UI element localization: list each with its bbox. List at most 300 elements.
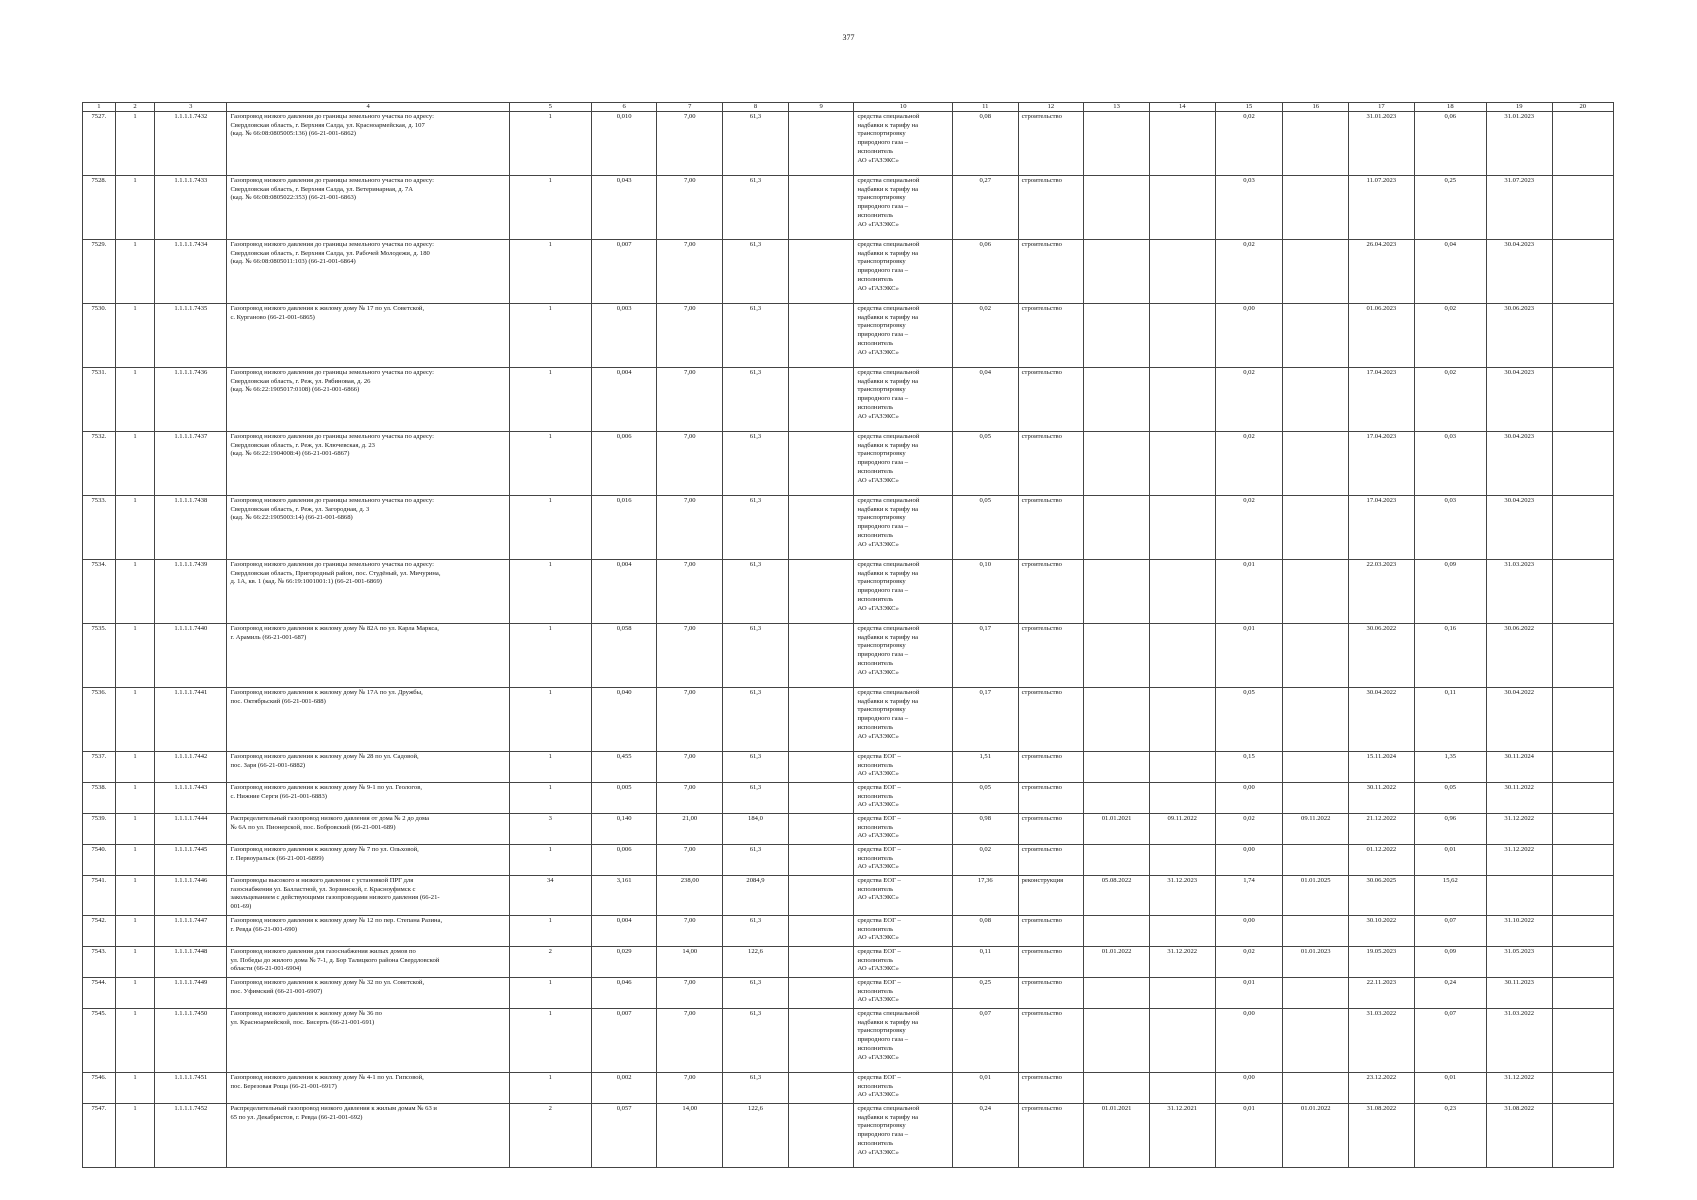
cell-commission-date: 11.07.2023 <box>1349 176 1415 240</box>
cell-object-code: 1.1.1.1.7446 <box>155 876 227 916</box>
cell-end-date <box>1149 496 1215 560</box>
cell-col-8: 61,3 <box>723 496 789 560</box>
cell-start-date <box>1084 978 1150 1009</box>
cell-commission-date: 01.12.2022 <box>1349 845 1415 876</box>
cell-end-date <box>1149 560 1215 624</box>
cell-object-code: 1.1.1.1.7434 <box>155 240 227 304</box>
cell-col-7: 7,00 <box>657 845 723 876</box>
cell-col-9 <box>788 845 854 876</box>
cell-col-20 <box>1552 1104 1613 1168</box>
table-row <box>83 947 1614 978</box>
column-number: 7 <box>657 103 723 112</box>
cell-row-number: 7542. <box>83 916 116 947</box>
cell-cost-total: 0,24 <box>952 1104 1018 1168</box>
cell-commission-date: 31.08.2022 <box>1349 1104 1415 1168</box>
cell-financing-source: средства специальной надбавки к тарифу на транспортировку природного газа – исполнитель АО «ГАЗЭКС» <box>854 1104 952 1168</box>
cell-quantity-flag: 1 <box>115 368 154 432</box>
cell-col-20 <box>1552 368 1613 432</box>
cell-object-code: 1.1.1.1.7448 <box>155 947 227 978</box>
cell-object-name: Газопровод низкого давления к жилому дому № 17 по ул. Советской, с. Курганово (66-21-001-6865) <box>227 304 509 368</box>
cell-col-15: 0,05 <box>1215 688 1283 752</box>
cell-col-15: 0,01 <box>1215 1104 1283 1168</box>
cell-col-7: 14,00 <box>657 1104 723 1168</box>
cell-col-20 <box>1552 240 1613 304</box>
cell-financing-source: средства специальной надбавки к тарифу на транспортировку природного газа – исполнитель АО «ГАЗЭКС» <box>854 496 952 560</box>
cell-col-20 <box>1552 814 1613 845</box>
cell-commission-date: 31.01.2023 <box>1349 112 1415 176</box>
cell-col-7: 7,00 <box>657 112 723 176</box>
cell-col-7: 7,00 <box>657 560 723 624</box>
cell-completion-date: 30.04.2023 <box>1486 496 1552 560</box>
cell-col-9 <box>788 304 854 368</box>
cell-row-number: 7528. <box>83 176 116 240</box>
cell-row-number: 7546. <box>83 1073 116 1104</box>
cell-quantity-flag: 1 <box>115 1009 154 1073</box>
cell-financing-source: средства специальной надбавки к тарифу на транспортировку природного газа – исполнитель АО «ГАЗЭКС» <box>854 560 952 624</box>
cell-start-date <box>1084 560 1150 624</box>
table-row <box>83 876 1614 916</box>
column-number: 5 <box>509 103 591 112</box>
cell-object-name: Газопровод низкого давления к жилому дому № 17А по ул. Дружбы, пос. Октябрьский (66-21-001-688) <box>227 688 509 752</box>
cell-cost-remaining: 0,03 <box>1414 496 1486 560</box>
cell-quantity-flag: 1 <box>115 876 154 916</box>
cell-length-km: 0,016 <box>591 496 657 560</box>
cell-cost-remaining: 0,04 <box>1414 240 1486 304</box>
cell-col-8: 61,3 <box>723 978 789 1009</box>
cell-col-15: 0,02 <box>1215 240 1283 304</box>
cell-col-20 <box>1552 947 1613 978</box>
cell-start-date <box>1084 783 1150 814</box>
cell-financing-source: средства специальной надбавки к тарифу на транспортировку природного газа – исполнитель АО «ГАЗЭКС» <box>854 1009 952 1073</box>
cell-object-code: 1.1.1.1.7443 <box>155 783 227 814</box>
cell-col-20 <box>1552 560 1613 624</box>
cell-commission-date: 15.11.2024 <box>1349 752 1415 783</box>
cell-col-15: 0,00 <box>1215 1073 1283 1104</box>
cell-row-number: 7537. <box>83 752 116 783</box>
cell-cost-remaining: 0,25 <box>1414 176 1486 240</box>
cell-start-date <box>1084 240 1150 304</box>
cell-completion-date: 31.01.2023 <box>1486 112 1552 176</box>
cell-col-5: 1 <box>509 112 591 176</box>
cell-completion-date: 31.08.2022 <box>1486 1104 1552 1168</box>
cell-col-5: 34 <box>509 876 591 916</box>
cell-col-20 <box>1552 783 1613 814</box>
cell-commission-date: 01.06.2023 <box>1349 304 1415 368</box>
cell-object-code: 1.1.1.1.7442 <box>155 752 227 783</box>
cell-col-8: 61,3 <box>723 1009 789 1073</box>
cell-work-type: строительство <box>1018 1073 1084 1104</box>
cell-quantity-flag: 1 <box>115 560 154 624</box>
table-row <box>83 304 1614 368</box>
cell-work-type: строительство <box>1018 752 1084 783</box>
cell-col-9 <box>788 978 854 1009</box>
cell-cost-remaining: 0,03 <box>1414 432 1486 496</box>
cell-cost-total: 0,17 <box>952 624 1018 688</box>
cell-cost-remaining: 0,06 <box>1414 112 1486 176</box>
cell-col-16 <box>1283 240 1349 304</box>
cell-commission-date: 21.12.2022 <box>1349 814 1415 845</box>
cell-cost-total: 0,07 <box>952 1009 1018 1073</box>
cell-col-8: 61,3 <box>723 112 789 176</box>
table-row <box>83 624 1614 688</box>
cell-col-8: 61,3 <box>723 916 789 947</box>
cell-col-5: 1 <box>509 978 591 1009</box>
cell-length-km: 0,006 <box>591 845 657 876</box>
cell-col-15: 0,01 <box>1215 624 1283 688</box>
cell-cost-remaining: 0,09 <box>1414 947 1486 978</box>
cell-commission-date: 30.06.2022 <box>1349 624 1415 688</box>
cell-object-name: Распределительный газопровод низкого давления от дома № 2 до дома № 6А по ул. Пионерской, пос. Бобровский (66-21-001-689) <box>227 814 509 845</box>
cell-col-5: 1 <box>509 432 591 496</box>
cell-financing-source: средства ЕОГ – исполнитель АО «ГАЗЭКС» <box>854 1073 952 1104</box>
cell-object-name: Газопровод низкого давления к жилому дому № 12 по пер. Степана Разина, г. Ревда (66-21-001-690) <box>227 916 509 947</box>
cell-col-9 <box>788 368 854 432</box>
cell-object-code: 1.1.1.1.7436 <box>155 368 227 432</box>
cell-work-type: строительство <box>1018 176 1084 240</box>
cell-col-5: 1 <box>509 845 591 876</box>
table-row <box>83 845 1614 876</box>
cell-col-9 <box>788 496 854 560</box>
cell-object-name: Газопровод низкого давления до границы земельного участка по адресу: Свердловская область, г. Реж, ул. Рябиновая, д. 26 (кад. № 66:22:1905017:0108) (66-21-001-6866) <box>227 368 509 432</box>
cell-col-7: 7,00 <box>657 176 723 240</box>
cell-object-code: 1.1.1.1.7445 <box>155 845 227 876</box>
cell-row-number: 7530. <box>83 304 116 368</box>
table-row <box>83 560 1614 624</box>
cell-completion-date: 30.06.2022 <box>1486 624 1552 688</box>
cell-col-16: 01.01.2023 <box>1283 947 1349 978</box>
cell-end-date <box>1149 240 1215 304</box>
cell-completion-date: 30.04.2023 <box>1486 432 1552 496</box>
cell-object-code: 1.1.1.1.7440 <box>155 624 227 688</box>
cell-work-type: строительство <box>1018 783 1084 814</box>
cell-quantity-flag: 1 <box>115 688 154 752</box>
cell-col-9 <box>788 1009 854 1073</box>
cell-object-code: 1.1.1.1.7444 <box>155 814 227 845</box>
cell-cost-total: 0,17 <box>952 688 1018 752</box>
cell-col-20 <box>1552 845 1613 876</box>
cell-col-16 <box>1283 752 1349 783</box>
cell-object-code: 1.1.1.1.7432 <box>155 112 227 176</box>
cell-cost-total: 0,25 <box>952 978 1018 1009</box>
cell-completion-date: 30.04.2022 <box>1486 688 1552 752</box>
cell-col-16 <box>1283 176 1349 240</box>
cell-end-date: 09.11.2022 <box>1149 814 1215 845</box>
registry-table <box>82 102 1614 1168</box>
cell-quantity-flag: 1 <box>115 240 154 304</box>
cell-object-code: 1.1.1.1.7439 <box>155 560 227 624</box>
cell-object-code: 1.1.1.1.7452 <box>155 1104 227 1168</box>
cell-cost-remaining: 0,01 <box>1414 1073 1486 1104</box>
cell-row-number: 7543. <box>83 947 116 978</box>
cell-cost-remaining: 1,35 <box>1414 752 1486 783</box>
cell-work-type: строительство <box>1018 1009 1084 1073</box>
cell-start-date <box>1084 752 1150 783</box>
cell-end-date <box>1149 368 1215 432</box>
cell-commission-date: 19.05.2023 <box>1349 947 1415 978</box>
table-row <box>83 814 1614 845</box>
cell-col-20 <box>1552 112 1613 176</box>
cell-col-5: 1 <box>509 783 591 814</box>
cell-col-15: 0,00 <box>1215 304 1283 368</box>
cell-cost-total: 0,05 <box>952 783 1018 814</box>
cell-end-date <box>1149 688 1215 752</box>
cell-financing-source: средства специальной надбавки к тарифу на транспортировку природного газа – исполнитель АО «ГАЗЭКС» <box>854 624 952 688</box>
cell-end-date <box>1149 432 1215 496</box>
column-number: 9 <box>788 103 854 112</box>
cell-completion-date: 31.03.2023 <box>1486 560 1552 624</box>
cell-financing-source: средства специальной надбавки к тарифу на транспортировку природного газа – исполнитель АО «ГАЗЭКС» <box>854 304 952 368</box>
cell-length-km: 0,046 <box>591 978 657 1009</box>
cell-end-date: 31.12.2021 <box>1149 1104 1215 1168</box>
cell-cost-remaining: 0,07 <box>1414 1009 1486 1073</box>
cell-start-date <box>1084 916 1150 947</box>
cell-object-name: Газопровод низкого давления к жилому дому № 32 по ул. Советской, пос. Уфимский (66-21-001-6907) <box>227 978 509 1009</box>
cell-row-number: 7544. <box>83 978 116 1009</box>
cell-length-km: 0,005 <box>591 783 657 814</box>
cell-col-16 <box>1283 624 1349 688</box>
cell-completion-date: 30.11.2022 <box>1486 783 1552 814</box>
cell-object-name: Газопровод низкого давления до границы земельного участка по адресу: Свердловская область, г. Верхняя Салда, ул. Ветеринарная, д. 7А (кад. № 66:08:0805022:353) (66-21-001-6863) <box>227 176 509 240</box>
table-row <box>83 1009 1614 1073</box>
cell-col-16 <box>1283 978 1349 1009</box>
cell-col-20 <box>1552 1073 1613 1104</box>
cell-col-8: 184,0 <box>723 814 789 845</box>
cell-completion-date: 30.06.2023 <box>1486 304 1552 368</box>
cell-col-8: 122,6 <box>723 947 789 978</box>
column-number: 4 <box>227 103 509 112</box>
table-row <box>83 496 1614 560</box>
cell-length-km: 0,455 <box>591 752 657 783</box>
cell-financing-source: средства специальной надбавки к тарифу на транспортировку природного газа – исполнитель АО «ГАЗЭКС» <box>854 112 952 176</box>
cell-end-date <box>1149 845 1215 876</box>
cell-col-15: 0,00 <box>1215 916 1283 947</box>
cell-cost-total: 0,05 <box>952 496 1018 560</box>
table-row <box>83 176 1614 240</box>
cell-col-7: 7,00 <box>657 1073 723 1104</box>
cell-col-20 <box>1552 304 1613 368</box>
cell-object-name: Газопроводы высокого и низкого давления с установкой ПРГ для газоснабжения ул. Балластной, ул. Зорзинской, г. Красноуфимск с закольцеванием с действующими газопроводами низкого давления (66-21- 001-69) <box>227 876 509 916</box>
cell-col-20 <box>1552 688 1613 752</box>
cell-row-number: 7534. <box>83 560 116 624</box>
cell-col-16 <box>1283 783 1349 814</box>
cell-commission-date: 23.12.2022 <box>1349 1073 1415 1104</box>
cell-financing-source: средства ЕОГ – исполнитель АО «ГАЗЭКС» <box>854 916 952 947</box>
column-number: 18 <box>1414 103 1486 112</box>
cell-commission-date: 17.04.2023 <box>1349 368 1415 432</box>
cell-length-km: 0,043 <box>591 176 657 240</box>
cell-col-15: 0,01 <box>1215 560 1283 624</box>
column-number-row <box>83 103 1614 112</box>
cell-col-8: 61,3 <box>723 176 789 240</box>
cell-work-type: строительство <box>1018 916 1084 947</box>
cell-cost-total: 0,02 <box>952 304 1018 368</box>
cell-work-type: строительство <box>1018 432 1084 496</box>
cell-col-8: 61,3 <box>723 688 789 752</box>
cell-col-20 <box>1552 978 1613 1009</box>
cell-col-15: 0,15 <box>1215 752 1283 783</box>
cell-row-number: 7535. <box>83 624 116 688</box>
cell-cost-remaining: 0,07 <box>1414 916 1486 947</box>
cell-commission-date: 26.04.2023 <box>1349 240 1415 304</box>
cell-col-7: 7,00 <box>657 432 723 496</box>
cell-col-7: 7,00 <box>657 752 723 783</box>
cell-work-type: строительство <box>1018 1104 1084 1168</box>
column-number: 1 <box>83 103 116 112</box>
cell-work-type: строительство <box>1018 304 1084 368</box>
cell-quantity-flag: 1 <box>115 1073 154 1104</box>
cell-object-code: 1.1.1.1.7451 <box>155 1073 227 1104</box>
cell-end-date <box>1149 1009 1215 1073</box>
cell-row-number: 7532. <box>83 432 116 496</box>
cell-object-name: Газопровод низкого давления для газоснабжения жилых домов по ул. Победы до жилого дома № 7-1, д. Бор Талицкого района Свердловской области (66-21-001-6904) <box>227 947 509 978</box>
cell-commission-date: 30.06.2025 <box>1349 876 1415 916</box>
cell-quantity-flag: 1 <box>115 624 154 688</box>
cell-col-7: 7,00 <box>657 978 723 1009</box>
cell-col-8: 61,3 <box>723 752 789 783</box>
cell-col-9 <box>788 1104 854 1168</box>
cell-row-number: 7533. <box>83 496 116 560</box>
cell-col-16: 01.01.2025 <box>1283 876 1349 916</box>
cell-row-number: 7541. <box>83 876 116 916</box>
cell-row-number: 7531. <box>83 368 116 432</box>
cell-length-km: 0,058 <box>591 624 657 688</box>
cell-quantity-flag: 1 <box>115 916 154 947</box>
table-row <box>83 978 1614 1009</box>
cell-col-5: 1 <box>509 176 591 240</box>
cell-object-name: Газопровод низкого давления до границы земельного участка по адресу: Свердловская область, Пригородный район, пос. Студёный, ул. Мичурина, д. 1А, кв. 1 (кад. № 66:19:1001001:1) (66-21-001-6869) <box>227 560 509 624</box>
cell-cost-remaining: 0,01 <box>1414 845 1486 876</box>
cell-length-km: 0,004 <box>591 560 657 624</box>
cell-col-7: 7,00 <box>657 783 723 814</box>
cell-length-km: 0,004 <box>591 916 657 947</box>
cell-col-16 <box>1283 916 1349 947</box>
cell-col-7: 7,00 <box>657 496 723 560</box>
cell-end-date <box>1149 624 1215 688</box>
cell-col-20 <box>1552 876 1613 916</box>
cell-end-date <box>1149 112 1215 176</box>
cell-start-date <box>1084 624 1150 688</box>
cell-col-7: 21,00 <box>657 814 723 845</box>
column-number: 13 <box>1084 103 1150 112</box>
cell-row-number: 7540. <box>83 845 116 876</box>
table-row <box>83 240 1614 304</box>
cell-col-15: 0,00 <box>1215 845 1283 876</box>
column-number: 14 <box>1149 103 1215 112</box>
cell-row-number: 7529. <box>83 240 116 304</box>
cell-col-16 <box>1283 304 1349 368</box>
cell-cost-remaining: 0,02 <box>1414 304 1486 368</box>
cell-col-16 <box>1283 112 1349 176</box>
cell-col-9 <box>788 814 854 845</box>
cell-col-9 <box>788 1073 854 1104</box>
cell-start-date: 05.08.2022 <box>1084 876 1150 916</box>
column-number: 10 <box>854 103 952 112</box>
cell-work-type: строительство <box>1018 947 1084 978</box>
cell-object-name: Распределительный газопровод низкого давления к жилым домам № 63 и 65 по ул. Декабристов, г. Ревда (66-21-001-692) <box>227 1104 509 1168</box>
cell-object-code: 1.1.1.1.7435 <box>155 304 227 368</box>
cell-col-16: 01.01.2022 <box>1283 1104 1349 1168</box>
cell-col-15: 0,00 <box>1215 783 1283 814</box>
cell-financing-source: средства ЕОГ – исполнитель АО «ГАЗЭКС» <box>854 978 952 1009</box>
cell-object-code: 1.1.1.1.7438 <box>155 496 227 560</box>
cell-col-16 <box>1283 845 1349 876</box>
cell-work-type: строительство <box>1018 240 1084 304</box>
cell-commission-date: 22.11.2023 <box>1349 978 1415 1009</box>
cell-length-km: 0,029 <box>591 947 657 978</box>
cell-completion-date: 30.11.2024 <box>1486 752 1552 783</box>
cell-row-number: 7539. <box>83 814 116 845</box>
cell-completion-date: 30.11.2023 <box>1486 978 1552 1009</box>
cell-length-km: 0,003 <box>591 304 657 368</box>
table-row <box>83 688 1614 752</box>
cell-col-9 <box>788 240 854 304</box>
cell-col-8: 61,3 <box>723 624 789 688</box>
cell-col-16 <box>1283 496 1349 560</box>
cell-col-8: 2084,9 <box>723 876 789 916</box>
cell-col-15: 0,01 <box>1215 978 1283 1009</box>
cell-financing-source: средства ЕОГ – исполнитель АО «ГАЗЭКС» <box>854 876 952 916</box>
cell-financing-source: средства ЕОГ – исполнитель АО «ГАЗЭКС» <box>854 814 952 845</box>
cell-end-date: 31.12.2022 <box>1149 947 1215 978</box>
cell-col-8: 61,3 <box>723 432 789 496</box>
column-number: 17 <box>1349 103 1415 112</box>
page-number: 377 <box>842 33 855 42</box>
cell-financing-source: средства специальной надбавки к тарифу на транспортировку природного газа – исполнитель АО «ГАЗЭКС» <box>854 368 952 432</box>
cell-start-date <box>1084 304 1150 368</box>
cell-col-8: 122,6 <box>723 1104 789 1168</box>
cell-financing-source: средства ЕОГ – исполнитель АО «ГАЗЭКС» <box>854 752 952 783</box>
cell-col-8: 61,3 <box>723 368 789 432</box>
cell-col-15: 0,03 <box>1215 176 1283 240</box>
cell-col-7: 7,00 <box>657 1009 723 1073</box>
cell-object-code: 1.1.1.1.7433 <box>155 176 227 240</box>
cell-start-date <box>1084 1073 1150 1104</box>
cell-col-8: 61,3 <box>723 845 789 876</box>
table-row <box>83 112 1614 176</box>
cell-col-5: 1 <box>509 688 591 752</box>
cell-start-date <box>1084 368 1150 432</box>
cell-cost-remaining: 0,02 <box>1414 368 1486 432</box>
cell-length-km: 0,007 <box>591 240 657 304</box>
cell-col-15: 0,02 <box>1215 368 1283 432</box>
cell-col-5: 3 <box>509 814 591 845</box>
cell-cost-total: 0,02 <box>952 845 1018 876</box>
cell-row-number: 7545. <box>83 1009 116 1073</box>
cell-financing-source: средства специальной надбавки к тарифу на транспортировку природного газа – исполнитель АО «ГАЗЭКС» <box>854 432 952 496</box>
column-number: 15 <box>1215 103 1283 112</box>
cell-commission-date: 30.11.2022 <box>1349 783 1415 814</box>
column-number: 11 <box>952 103 1018 112</box>
column-number: 12 <box>1018 103 1084 112</box>
cell-quantity-flag: 1 <box>115 432 154 496</box>
cell-col-5: 2 <box>509 1104 591 1168</box>
column-number: 6 <box>591 103 657 112</box>
cell-cost-remaining: 0,05 <box>1414 783 1486 814</box>
cell-col-7: 7,00 <box>657 624 723 688</box>
cell-object-name: Газопровод низкого давления до границы земельного участка по адресу: Свердловская область, г. Реж, ул. Загородная, д. 3 (кад. № 66:22:1905003:14) (66-21-001-6868) <box>227 496 509 560</box>
cell-object-name: Газопровод низкого давления к жилому дому № 82А по ул. Карла Маркса, г. Арамиль (66-21-001-687) <box>227 624 509 688</box>
cell-start-date <box>1084 496 1150 560</box>
cell-end-date <box>1149 1073 1215 1104</box>
cell-length-km: 0,040 <box>591 688 657 752</box>
cell-col-7: 14,00 <box>657 947 723 978</box>
cell-end-date <box>1149 783 1215 814</box>
cell-cost-total: 1,51 <box>952 752 1018 783</box>
cell-col-7: 7,00 <box>657 368 723 432</box>
cell-col-5: 1 <box>509 240 591 304</box>
cell-col-16 <box>1283 1009 1349 1073</box>
cell-quantity-flag: 1 <box>115 176 154 240</box>
